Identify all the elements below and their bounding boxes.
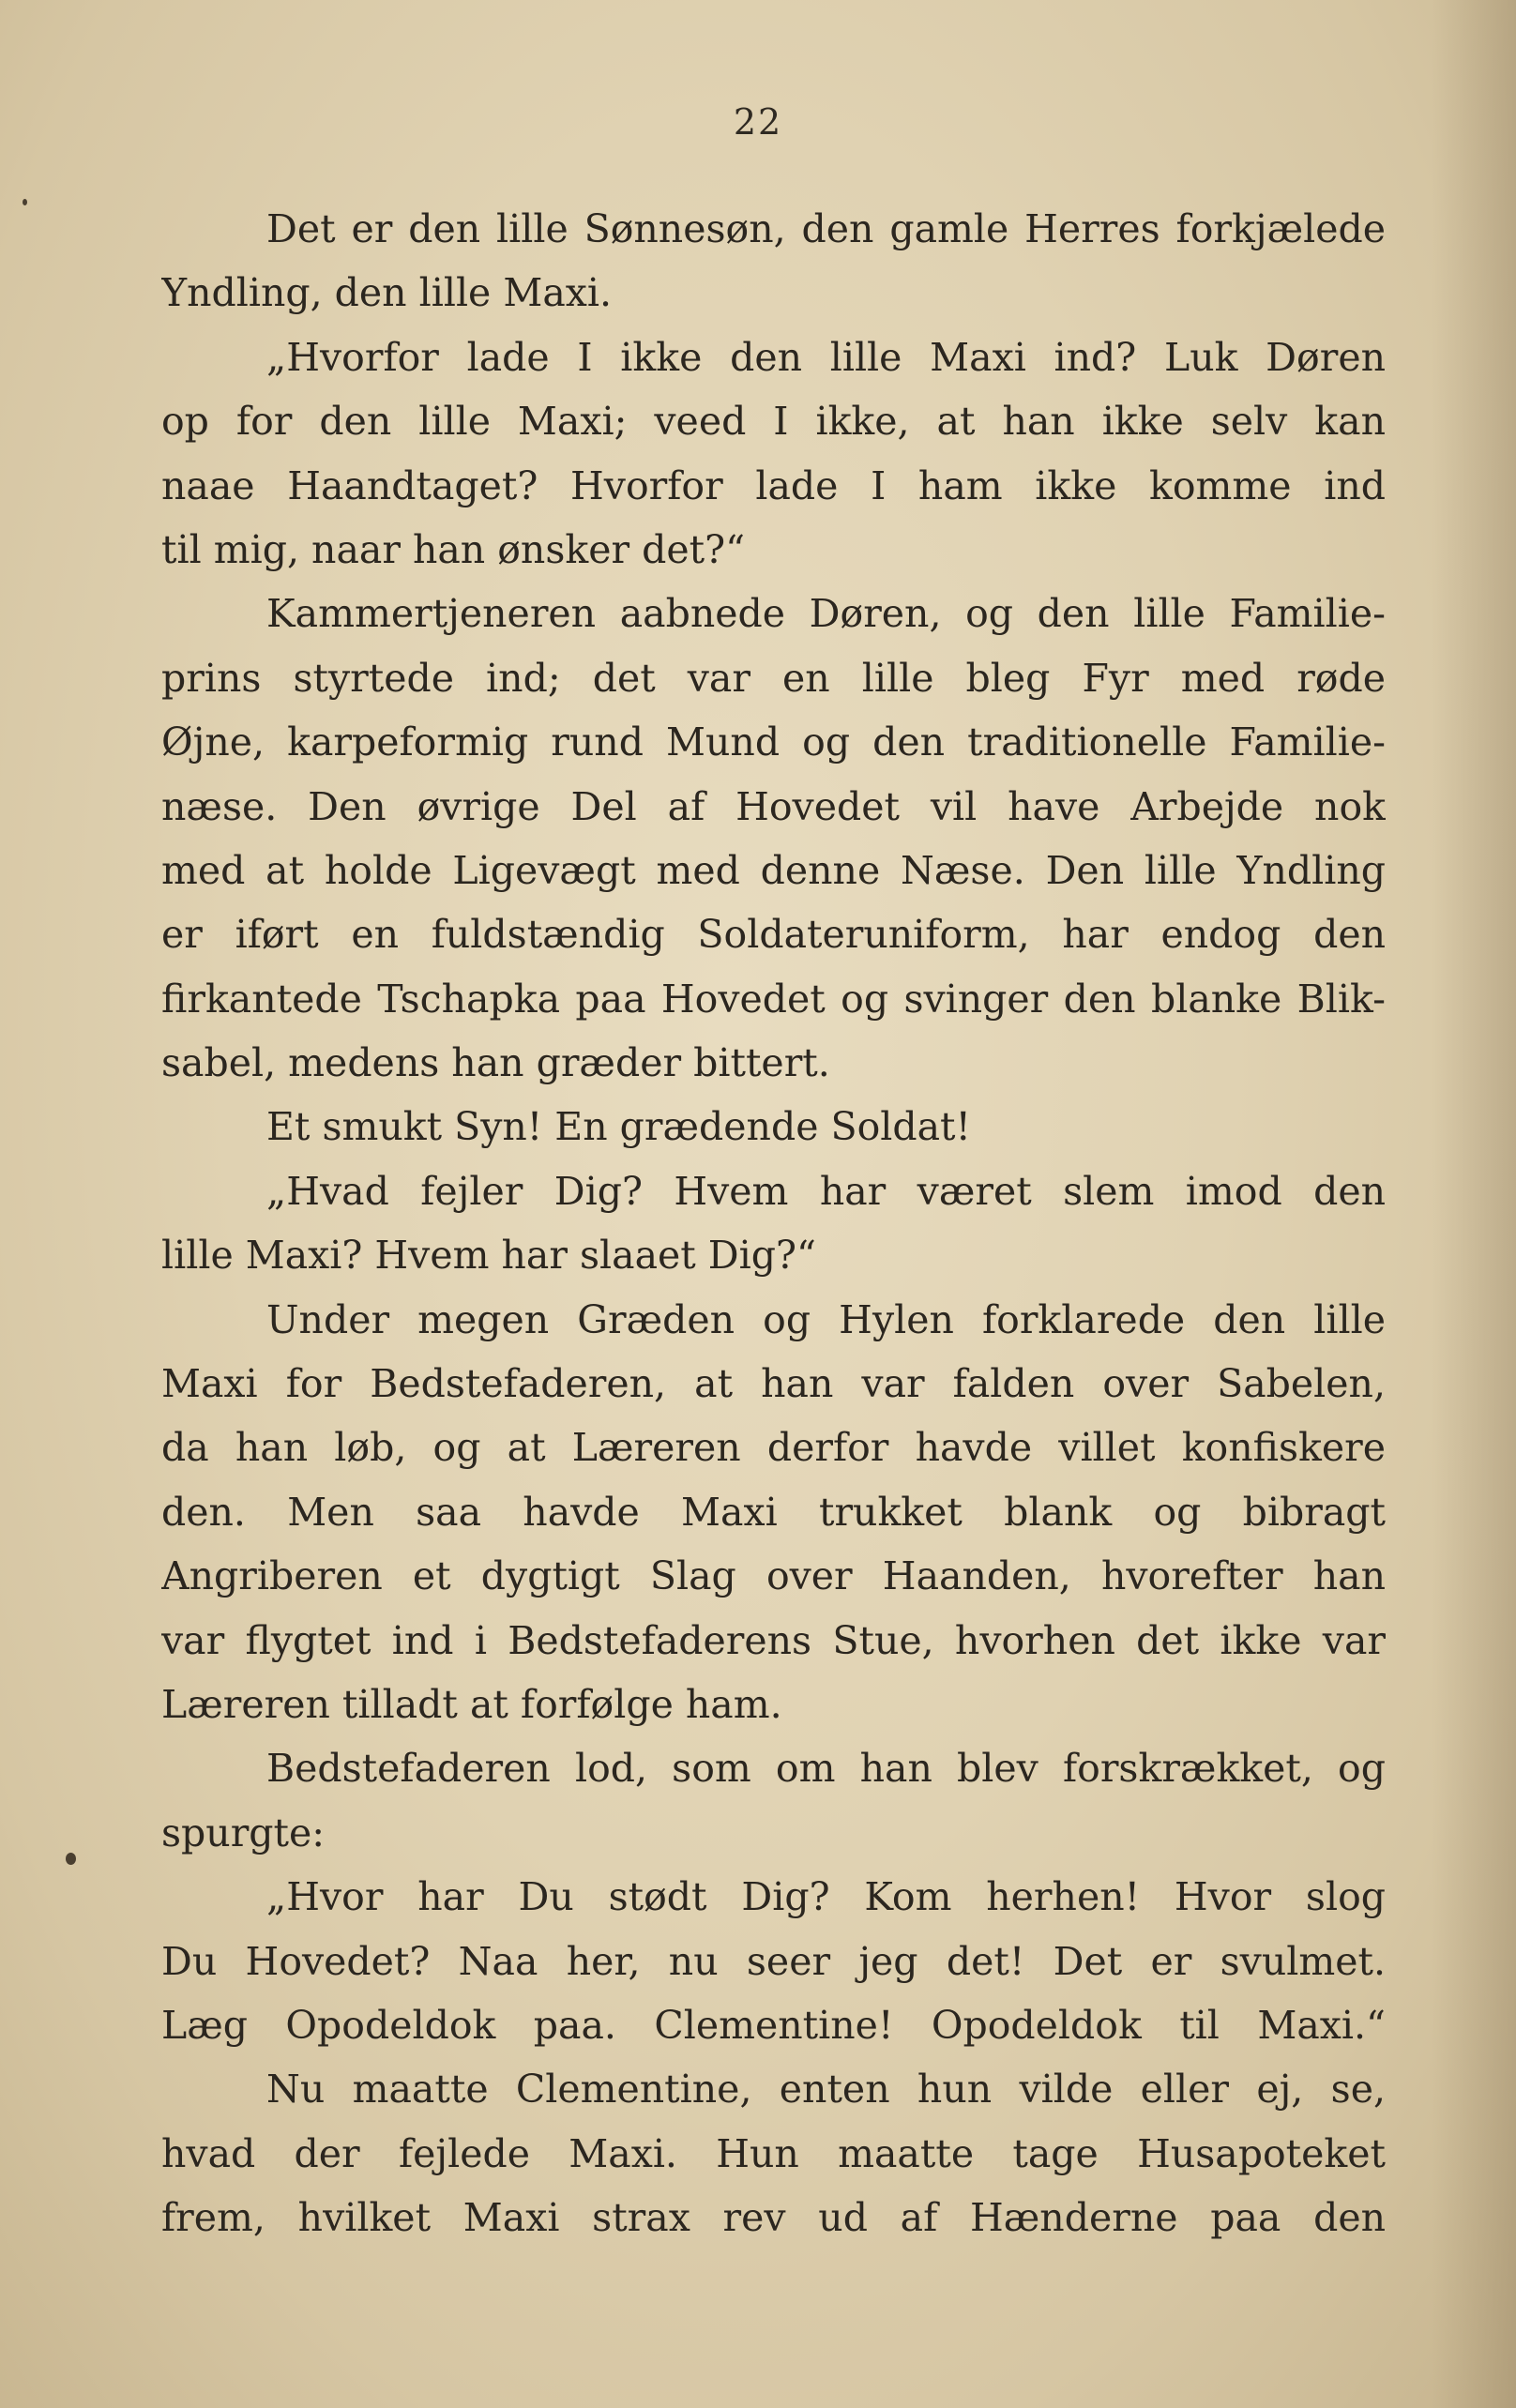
- text-line: til mig, naar han ønsker det?“: [161, 526, 746, 572]
- page-edge-shadow: [1432, 0, 1516, 2408]
- text-line: med at holde Ligevægt med denne Næse. Den lille Yndling: [161, 847, 1386, 893]
- text-line: Kammertjeneren aabnede Døren, og den lille Familie-: [266, 591, 1386, 637]
- page-number: 22: [733, 101, 783, 143]
- text-line: prins styrtede ind; det var en lille bleg Fyr med røde: [161, 655, 1386, 701]
- text-line: hvad der fejlede Maxi. Hun maatte tage Husapoteket: [161, 2130, 1386, 2176]
- text-line: op for den lille Maxi; veed I ikke, at han ikke selv kan: [161, 399, 1386, 445]
- text-line: Nu maatte Clementine, enten hun vilde eller ej, se,: [266, 2067, 1386, 2113]
- text-line: Læreren tilladt at forfølge ham.: [161, 1681, 782, 1727]
- text-line: er iført en fuldstændig Soldateruniform, har endog den: [161, 912, 1386, 958]
- ink-speck: [66, 1853, 76, 1865]
- text-line: Et smukt Syn! En grædende Soldat!: [266, 1104, 972, 1150]
- text-line: frem, hvilket Maxi strax rev ud af Hænderne paa den: [161, 2195, 1386, 2241]
- text-line: lille Maxi? Hvem har slaaet Dig?“: [161, 1233, 816, 1279]
- text-line: Yndling, den lille Maxi.: [161, 270, 613, 316]
- text-line: var flygtet ind i Bedstefaderens Stue, hvorhen det ikke var: [161, 1617, 1386, 1663]
- text-line: Du Hovedet? Naa her, nu seer jeg det! Det er svulmet.: [161, 1938, 1386, 1984]
- text-line: næse. Den øvrige Del af Hovedet vil have Arbejde nok: [161, 783, 1386, 829]
- text-line: Under megen Græden og Hylen forklarede den lille: [266, 1296, 1386, 1342]
- body-text: [161, 197, 1386, 2250]
- text-line: Læg Opodeldok paa. Clementine! Opodeldok til Maxi.“: [161, 2002, 1386, 2048]
- text-line: Øjne, karpeformig rund Mund og den traditionelle Familie-: [161, 719, 1386, 765]
- text-line: sabel, medens han græder bittert.: [161, 1040, 830, 1086]
- text-line: firkantede Tschapka paa Hovedet og svinger den blanke Blik-: [161, 976, 1386, 1022]
- text-line: „Hvor har Du stødt Dig? Kom herhen! Hvor slog: [266, 1874, 1386, 1920]
- text-line: Det er den lille Sønnesøn, den gamle Herres forkjælede: [266, 206, 1386, 251]
- text-line: „Hvorfor lade I ikke den lille Maxi ind? Luk Døren: [266, 334, 1386, 380]
- ink-speck: [23, 199, 27, 205]
- text-line: Bedstefaderen lod, som om han blev forskrækket, og: [266, 1746, 1386, 1792]
- text-line: naae Haandtaget? Hvorfor lade I ham ikke komme ind: [161, 462, 1386, 508]
- text-line: „Hvad fejler Dig? Hvem har været slem imod den: [266, 1168, 1386, 1214]
- text-line: Maxi for Bedstefaderen, at han var falden over Sabelen,: [161, 1361, 1386, 1407]
- text-line: den. Men saa havde Maxi trukket blank og bibragt: [161, 1489, 1386, 1535]
- text-line: Angriberen et dygtigt Slag over Haanden, hvorefter han: [161, 1553, 1386, 1599]
- text-line: spurgte:: [161, 1810, 326, 1855]
- text-line: da han løb, og at Læreren derfor havde villet konfiskere: [161, 1425, 1386, 1471]
